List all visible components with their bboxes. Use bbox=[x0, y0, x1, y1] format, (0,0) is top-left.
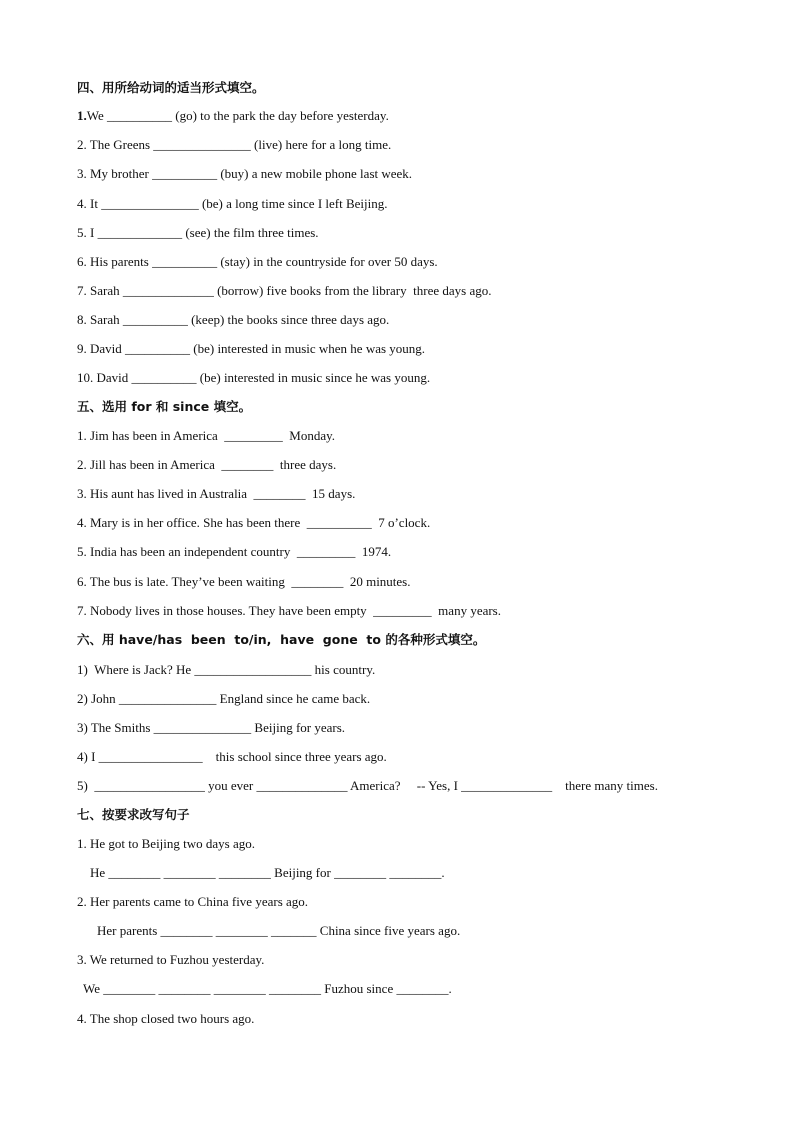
section-heading-6: 六、用 have/has been to/in, have gone to 的各种形式填空。 bbox=[77, 632, 486, 647]
exercise-item: 3. We returned to Fuzhou yesterday. bbox=[77, 952, 265, 967]
exercise-item: 4. It _______________ (be) a long time since I left Beijing. bbox=[77, 196, 388, 211]
section-heading-5: 五、选用 for 和 since 填空。 bbox=[77, 399, 252, 414]
exercise-item: 6. His parents __________ (stay) in the countryside for over 50 days. bbox=[77, 254, 438, 269]
exercise-item: 5) _________________ you ever ______________ America? -- Yes, I ______________ there many times. bbox=[77, 778, 658, 793]
exercise-item: 2. Her parents came to China five years ago. bbox=[77, 894, 309, 909]
exercise-item: 1) Where is Jack? He __________________ his country. bbox=[77, 662, 376, 677]
rewrite-line: He ________ ________ ________ Beijing for ________ ________. bbox=[90, 865, 445, 880]
exercise-item: 2. Jill has been in America ________ three days. bbox=[77, 457, 337, 472]
exercise-item: 1. Jim has been in America _________ Monday. bbox=[77, 428, 336, 443]
exercise-item: 4. Mary is in her office. She has been there __________ 7 o’clock. bbox=[77, 515, 431, 530]
item-number: 1. bbox=[77, 108, 87, 123]
exercise-item: 5. I _____________ (see) the film three times. bbox=[77, 225, 319, 240]
rewrite-line: Her parents ________ ________ _______ China since five years ago. bbox=[97, 923, 461, 938]
exercise-item: 10. David __________ (be) interested in music since he was young. bbox=[77, 370, 431, 385]
exercise-item: 9. David __________ (be) interested in music when he was young. bbox=[77, 341, 426, 356]
exercise-item: 4) I ________________ this school since three years ago. bbox=[77, 749, 387, 764]
exercise-item: 3) The Smiths _______________ Beijing for years. bbox=[77, 720, 346, 735]
exercise-item: 7. Nobody lives in those houses. They have been empty _________ many years. bbox=[77, 603, 501, 618]
exercise-item: 8. Sarah __________ (keep) the books since three days ago. bbox=[77, 312, 390, 327]
item-text: We __________ (go) to the park the day before yesterday. bbox=[86, 108, 389, 123]
exercise-item: 3. My brother __________ (buy) a new mobile phone last week. bbox=[77, 166, 413, 181]
rewrite-line: We ________ ________ ________ ________ Fuzhou since ________. bbox=[83, 981, 452, 996]
exercise-item: 2. The Greens _______________ (live) here for a long time. bbox=[77, 137, 392, 152]
exercise-item: 3. His aunt has lived in Australia ________ 15 days. bbox=[77, 486, 356, 501]
exercise-item: 4. The shop closed two hours ago. bbox=[77, 1011, 255, 1026]
section-heading-4: 四、用所给动词的适当形式填空。 bbox=[77, 80, 265, 95]
exercise-item: 1. He got to Beijing two days ago. bbox=[77, 836, 256, 851]
exercise-item: 7. Sarah ______________ (borrow) five books from the library three days ago. bbox=[77, 283, 492, 298]
exercise-item: 2) John _______________ England since he came back. bbox=[77, 691, 371, 706]
exercise-item: 5. India has been an independent country _________ 1974. bbox=[77, 544, 392, 559]
exercise-item: 6. The bus is late. They’ve been waiting ________ 20 minutes. bbox=[77, 574, 411, 589]
section-heading-7: 七、按要求改写句子 bbox=[77, 807, 190, 822]
exercise-item bbox=[77, 108, 389, 124]
